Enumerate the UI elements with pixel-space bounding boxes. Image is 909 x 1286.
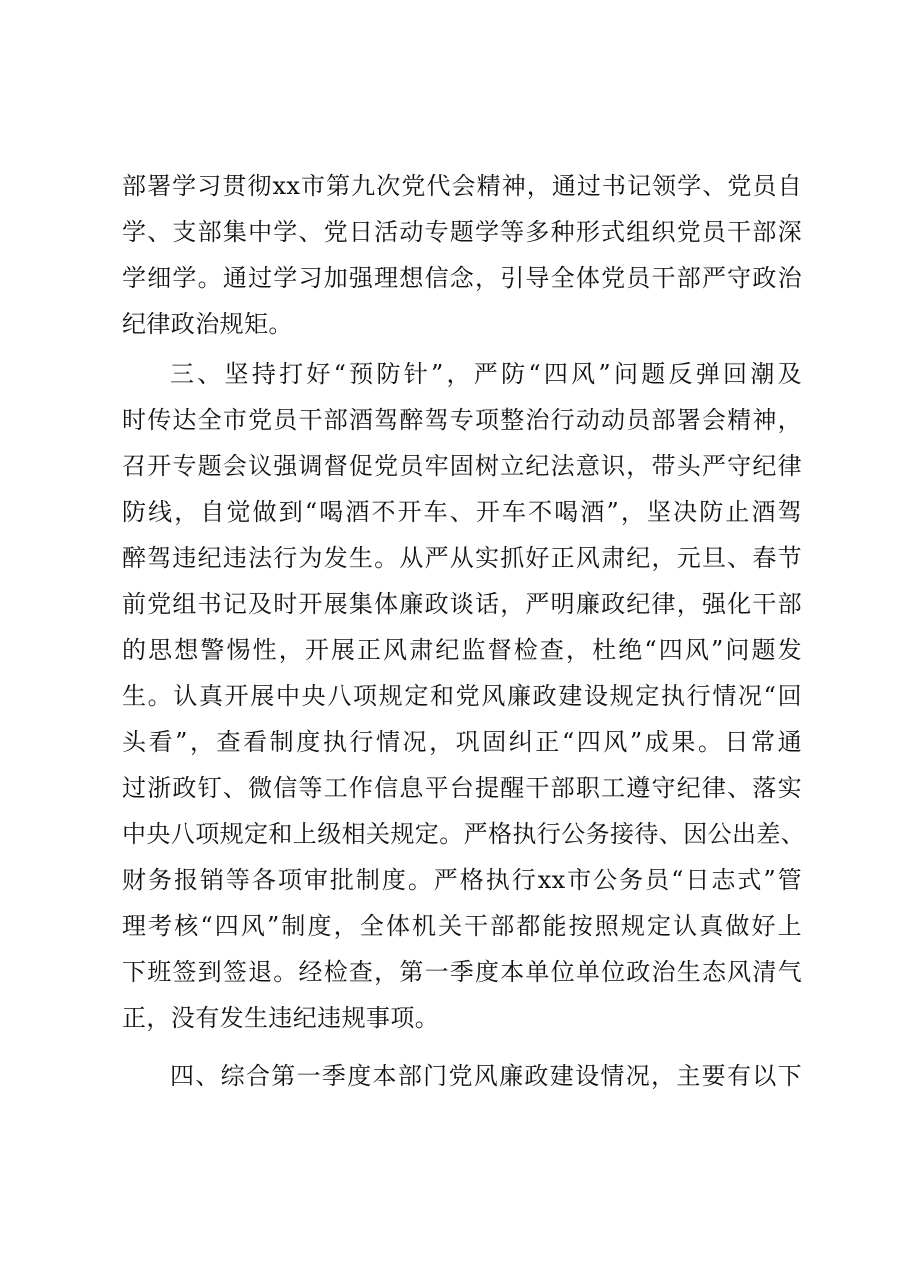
paragraph-line: 财务报销等各项审批制度。严格执行xx市公务员“日志式”管 [122, 866, 802, 894]
paragraph-line: 的思想警惕性，开展正风肃纪监督检查，杜绝“四风”问题发 [122, 636, 802, 664]
paragraph-line: 三、坚持打好“预防针”，严防“四风”问题反弹回潮及 [170, 360, 802, 388]
paragraph-line: 防线，自觉做到“喝酒不开车、开车不喝酒”，坚决防止酒驾 [122, 498, 802, 526]
paragraph-line: 头看”，查看制度执行情况，巩固纠正“四风”成果。日常通 [122, 728, 802, 756]
paragraph-line: 部署学习贯彻xx市第九次党代会精神，通过书记领学、党员自 [122, 172, 802, 200]
paragraph-line: 理考核“四风”制度，全体机关干部都能按照规定认真做好上 [122, 912, 802, 940]
paragraph-line: 醉驾违纪违法行为发生。从严从实抓好正风肃纪，元旦、春节 [122, 544, 802, 572]
paragraph-line: 中央八项规定和上级相关规定。严格执行公务接待、因公出差、 [122, 820, 806, 848]
paragraph-line: 下班签到签退。经检查，第一季度本单位单位政治生态风清气 [122, 958, 802, 986]
paragraph-line: 四、综合第一季度本部门党风廉政建设情况，主要有以下 [170, 1062, 802, 1090]
paragraph-line: 生。认真开展中央八项规定和党风廉政建设规定执行情况“回 [122, 682, 802, 710]
paragraph-line: 召开专题会议强调督促党员牢固树立纪法意识，带头严守纪律 [122, 452, 802, 480]
paragraph-line: 学、支部集中学、党日活动专题学等多种形式组织党员干部深 [122, 218, 802, 246]
document-body [122, 163, 806, 1099]
paragraph-line: 前党组书记及时开展集体廉政谈话，严明廉政纪律，强化干部 [122, 590, 802, 618]
paragraph-line: 正，没有发生违纪违规事项。 [122, 1004, 440, 1032]
paragraph-line: 纪律政治规矩。 [122, 310, 293, 338]
paragraph-line: 时传达全市党员干部酒驾醉驾专项整治行动动员部署会精神， [122, 406, 802, 434]
paragraph-line: 过浙政钉、微信等工作信息平台提醒干部职工遵守纪律、落实 [122, 774, 802, 802]
paragraph-line: 学细学。通过学习加强理想信念，引导全体党员干部严守政治 [122, 264, 802, 292]
